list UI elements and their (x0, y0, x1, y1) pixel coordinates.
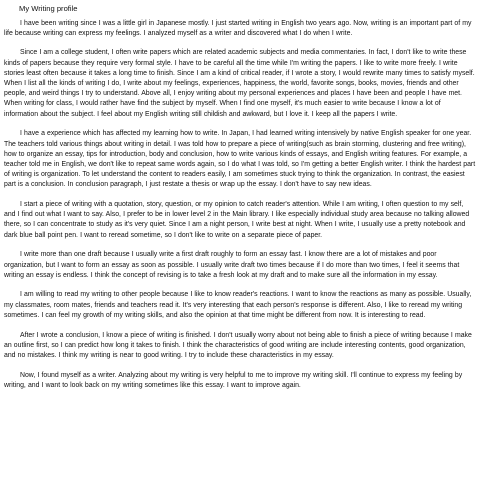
paragraph-2 (4, 48, 476, 119)
paragraph-text: I write more than one draft because I usually write a first draft roughly to form an essay fast. I know there are a lot of mistakes and poor organization, but I want to form an essay as soon as possible. I usually write draft two times because if I do more than two times, I feel it seems that writing an essay is endless. I think the concept of revising is to take a fresh look at my draft and to make sure all the information in my essay. (4, 251, 460, 279)
document-title: My Writing profile (19, 4, 78, 13)
paragraph-text: I have been writing since I was a little girl in Japanese mostly. I just started writing in English two years ago. Now, writing is an important part of my life because writing can express my feelings. I analyzed myself as a writer and discovered what I do when I write. (4, 19, 472, 37)
paragraph-5 (4, 250, 476, 281)
paragraph-text: Since I am a college student, I often write papers which are related academic subjects and media commentaries. In fact, I don't like to write these kinds of papers because they require very formal style. I have to be careful all the time while I'm writing the papers. I like to write more freely. I write stories least often because it takes a long time to finish. Since I am a kind of critical reader, if I wrote a story, I would rewrite many times to satisfy myself. When I list all the kinds of writing I do, I write about my feelings, experiences, happiness, the world, favorite songs, books, movies, friends and other people, and weird things I try to understand. Above all, I enjoy writing about my personal experiences and places I have been and people I have met. When writing for class, I would rather have find the subject by myself. When I find one myself, it's much easier to write because I know a lot of information about the subject. I feel about my English writing still childish and awkward, but I love it. I keep all the papers I write. (4, 49, 475, 118)
paragraph-text: After I wrote a conclusion, I know a piece of writing is finished. I don't usually worry about not being able to finish a piece of writing because I make an outline first, so I can predict how long it takes to finish. I think the characteristics of good writing are include interesting contents, good organization, and no mistakes. I think my writing is near to good writing. I try to include these characteristics in my essay. (4, 331, 472, 359)
paragraph-text: I start a piece of writing with a quotation, story, question, or my opinion to catch reader's attention. While I am writing, I often question to my self, and I find out what I want to say. Also, I prefer to be in lower level 2 in the Main library. I like especially individual study area because no talking allowed there, so I can concentrate to study as it's very quiet. Since I am a night person, I write best at night. When I write, I usually use a pretty notebook and dark blue ball point pen. I want to reread sometime, so I don't like to write on a separate piece of paper. (4, 201, 470, 239)
paragraph-1 (4, 19, 476, 39)
paragraph-3 (4, 129, 476, 190)
paragraph-6 (4, 290, 476, 321)
paragraph-8 (4, 371, 476, 391)
paragraph-text: I have a experience which has affected my learning how to write. In Japan, I had learned writing intensively by native English speaker for one year. The teachers told various things about writing in detail. I was told how to prepare a piece of writing(such as brain storming, clustering and free writing), how to organize an essay, tips for introduction, body and conclusion, how to write various kinds of essays, and English writing features. For example, a teacher told me in English, we don't like to repeat same words again, so I do what I was told, so I'm getting a better English writer. I think the hardest part of writing is organization. To let understand the content to readers easily, I am sometimes stuck trying to think the organization. In contrast, the easiest part is a conclusion. In conclusion paragraph, I just restate a thesis or wrap up the essay. I don't have to say new ideas. (4, 130, 476, 189)
paragraph-7 (4, 331, 476, 362)
paragraph-4 (4, 200, 476, 241)
paragraph-text: I am willing to read my writing to other people because I like to know reader's reactions. I want to know the reactions as many as possible. Usually, my classmates, room mates, friends and teachers read it. It's very interesting that each person's response is different. Also, I like to reread my writing sometimes. I can feel my growth of my writing skills, and also the opinion at that time might be different from now. It is interesting to read. (4, 291, 472, 319)
paragraph-text: Now, I found myself as a writer. Analyzing about my writing is very helpful to me to improve my writing skill. I'll continue to express my feeling by writing, and I want to look back on my writing sometimes like this essay. I want to improve again. (4, 371, 463, 389)
